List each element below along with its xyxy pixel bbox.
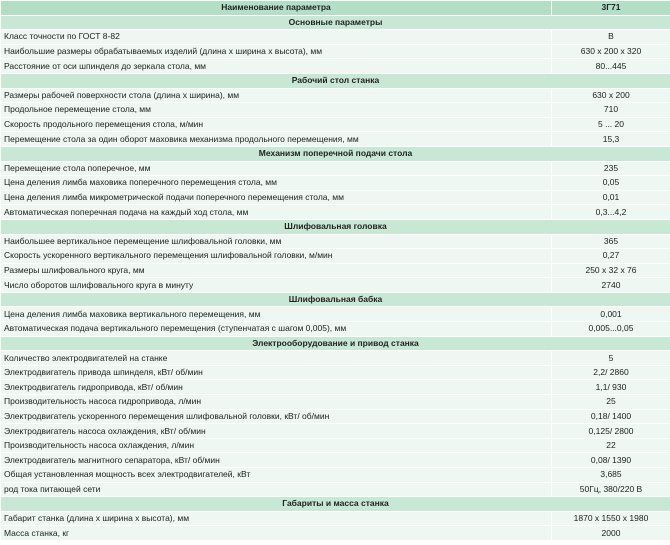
table-row: [1, 190, 670, 205]
table-row: [1, 278, 670, 293]
parameter-name: Автоматическая подача вертикального перемещения (ступенчатая с шагом 0,005), мм: [1, 322, 552, 337]
parameter-value: 1870 х 1550 х 1980: [552, 511, 670, 526]
section-title: Шлифовальная головка: [1, 219, 670, 234]
header-model: 3Г71: [552, 1, 670, 16]
parameter-value: 0,05: [552, 176, 670, 191]
table-row: [1, 351, 670, 366]
parameter-name: Габарит станка (длина х ширина х высота), мм: [1, 511, 552, 526]
parameter-value: 5: [552, 351, 670, 366]
parameter-value: 15,3: [552, 132, 670, 147]
parameter-name: Производительность насоса охлаждения, л/мин: [1, 438, 552, 453]
table-row: [1, 263, 670, 278]
table-row: [1, 307, 670, 322]
parameter-value: 0,005...0,05: [552, 322, 670, 337]
parameter-name: Электродвигатель гидропривода, кВт/ об/мин: [1, 380, 552, 395]
parameter-value: 235: [552, 161, 670, 176]
parameter-value: 50Гц, 380/220 В: [552, 482, 670, 497]
section-title: Механизм поперечной подачи стола: [1, 146, 670, 161]
table-body: [1, 15, 670, 540]
parameter-value: 0,001: [552, 307, 670, 322]
table-row: [1, 44, 670, 59]
table-row: [1, 395, 670, 410]
table-row: [1, 482, 670, 497]
table-row: [1, 424, 670, 439]
parameter-value: 2000: [552, 526, 670, 541]
parameter-name: Наибольшее вертикальное перемещение шлифовальной головки, мм: [1, 234, 552, 249]
parameter-name: Электродвигатель привода шпинделя, кВт/ об/мин: [1, 365, 552, 380]
parameter-name: Электродвигатель насоса охлаждения, кВт/ об/мин: [1, 424, 552, 439]
parameter-name: Перемещение стола за один оборот маховика механизма продольного перемещения, мм: [1, 132, 552, 147]
section-row: [1, 336, 670, 351]
parameter-name: Класс точности по ГОСТ 8-82: [1, 30, 552, 45]
header-parameter-name: Наименование параметра: [1, 1, 552, 16]
parameter-name: Скорость продольного перемещения стола, м/мин: [1, 117, 552, 132]
parameter-value: 0,18/ 1400: [552, 409, 670, 424]
table-row: [1, 132, 670, 147]
table-row: [1, 249, 670, 264]
parameter-value: 5 ... 20: [552, 117, 670, 132]
table-row: [1, 88, 670, 103]
parameter-value: 0,01: [552, 190, 670, 205]
parameter-name: Цена деления лимба маховика поперечного перемещения стола, мм: [1, 176, 552, 191]
table-row: [1, 205, 670, 220]
table-row: [1, 176, 670, 191]
parameter-name: Масса станка, кг: [1, 526, 552, 541]
parameter-value: 0,08/ 1390: [552, 453, 670, 468]
section-row: [1, 73, 670, 88]
parameter-value: 3,685: [552, 468, 670, 483]
table-row: [1, 117, 670, 132]
table-row: [1, 438, 670, 453]
section-title: Шлифовальная бабка: [1, 292, 670, 307]
parameter-value: 710: [552, 103, 670, 118]
parameter-value: 0,125/ 2800: [552, 424, 670, 439]
parameter-value: 80...445: [552, 59, 670, 74]
parameter-value: 250 х 32 х 76: [552, 263, 670, 278]
section-row: [1, 146, 670, 161]
table-row: [1, 103, 670, 118]
parameter-value: 365: [552, 234, 670, 249]
parameter-name: род тока питающей сети: [1, 482, 552, 497]
parameter-value: 0,3...4,2: [552, 205, 670, 220]
table-row: [1, 511, 670, 526]
section-title: Рабочий стол станка: [1, 73, 670, 88]
parameter-value: 1,1/ 930: [552, 380, 670, 395]
section-row: [1, 219, 670, 234]
section-title: Основные параметры: [1, 15, 670, 30]
table-row: [1, 526, 670, 541]
table-row: [1, 161, 670, 176]
parameter-value: 22: [552, 438, 670, 453]
parameter-value: В: [552, 30, 670, 45]
parameter-value: 2,2/ 2860: [552, 365, 670, 380]
parameter-value: 630 х 200 х 320: [552, 44, 670, 59]
parameter-name: Количество электродвигателей на станке: [1, 351, 552, 366]
parameter-name: Продольное перемещение стола, мм: [1, 103, 552, 118]
parameter-name: Цена деления лимба маховика вертикального перемещения, мм: [1, 307, 552, 322]
parameter-name: Число оборотов шлифовального круга в минуту: [1, 278, 552, 293]
table-row: [1, 380, 670, 395]
parameter-name: Размеры шлифовального круга, мм: [1, 263, 552, 278]
table-row: [1, 30, 670, 45]
parameter-name: Скорость ускоренного вертикального перемещения шлифовальной головки, м/мин: [1, 249, 552, 264]
section-row: [1, 497, 670, 512]
table-row: [1, 468, 670, 483]
parameter-value: 630 х 200: [552, 88, 670, 103]
table-header-row: [1, 1, 670, 16]
table-row: [1, 322, 670, 337]
parameter-name: Электродвигатель магнитного сепаратора, кВт/ об/мин: [1, 453, 552, 468]
parameter-name: Электродвигатель ускоренного перемещения шлифовальной головки, кВт/ об/мин: [1, 409, 552, 424]
parameter-value: 25: [552, 395, 670, 410]
section-row: [1, 15, 670, 30]
parameter-name: Общая установленная мощность всех электродвигателей, кВт: [1, 468, 552, 483]
parameter-name: Автоматическая поперечная подача на каждый ход стола, мм: [1, 205, 552, 220]
table-row: [1, 365, 670, 380]
parameter-name: Размеры рабочей поверхности стола (длина х ширина), мм: [1, 88, 552, 103]
parameter-name: Расстояние от оси шпинделя до зеркала стола, мм: [1, 59, 552, 74]
table-row: [1, 234, 670, 249]
section-row: [1, 292, 670, 307]
parameter-value: 0,27: [552, 249, 670, 264]
parameter-value: 2740: [552, 278, 670, 293]
table-row: [1, 59, 670, 74]
section-title: Электрооборудование и привод станка: [1, 336, 670, 351]
parameter-name: Производительность насоса гидропривода, л/мин: [1, 395, 552, 410]
table-row: [1, 453, 670, 468]
table-row: [1, 409, 670, 424]
section-title: Габариты и масса станка: [1, 497, 670, 512]
parameter-name: Наибольшие размеры обрабатываемых изделий (длина х ширина х высота), мм: [1, 44, 552, 59]
parameter-name: Перемещение стола поперечное, мм: [1, 161, 552, 176]
parameter-name: Цена деления лимба микрометрической подачи поперечного перемещения стола, мм: [1, 190, 552, 205]
